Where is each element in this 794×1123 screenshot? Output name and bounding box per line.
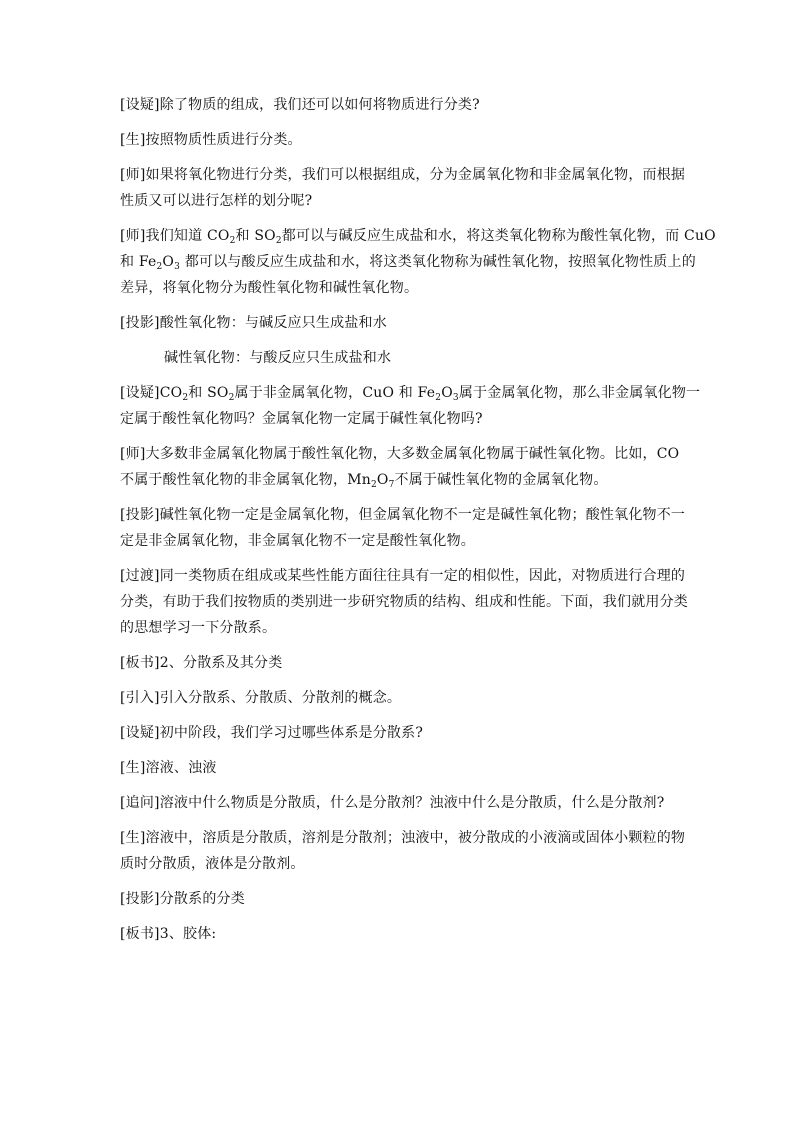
paragraph: [120, 563, 688, 641]
text-segment: 定属于酸性氧化物吗？金属氧化物一定属于碱性氧化物吗?: [120, 411, 483, 427]
text-segment: 和 SO: [188, 385, 229, 401]
text-segment: [板书]3、胶体:: [120, 926, 217, 942]
text-segment: 属于非金属氧化物，CuO 和 Fe: [234, 385, 436, 401]
paragraph: [120, 921, 680, 947]
subscript: 2: [182, 393, 189, 403]
text-segment: 定是非金属氧化物，非金属氧化物不一定是酸性氧化物。: [120, 533, 475, 549]
paragraph: [120, 720, 680, 746]
text-line: [120, 755, 680, 781]
text-line: [120, 223, 716, 249]
subscript: 2: [228, 393, 235, 403]
text-line: [120, 589, 688, 615]
text-segment: 质时分散质，液体是分散剂。: [120, 856, 305, 872]
text-segment: 不属于碱性氧化物的金属氧化物。: [394, 472, 608, 488]
subscript: 2: [370, 480, 377, 490]
subscript: 2: [275, 236, 282, 246]
text-line: [120, 685, 680, 711]
text-segment: 的思想学习一下分散系。: [120, 620, 277, 636]
text-line: [164, 345, 680, 371]
text-line: [120, 502, 686, 528]
text-line: [120, 406, 680, 432]
text-segment: 分类，有助于我们按物质的类别进一步研究物质的结构、组成和性能。下面，我们就用分类: [120, 594, 688, 610]
paragraph: [120, 345, 680, 371]
text-line: [120, 249, 696, 275]
text-line: [120, 921, 680, 947]
text-segment: [板书]2、分散系及其分类: [120, 655, 283, 671]
text-segment: O: [441, 385, 453, 401]
paragraph: [120, 127, 680, 153]
subscript: 3: [174, 262, 181, 272]
text-segment: [设疑]初中阶段，我们学习过哪些体系是分散系?: [120, 725, 424, 741]
text-line: [120, 441, 680, 467]
text-segment: O: [376, 472, 389, 488]
subscript: 3: [452, 393, 459, 403]
paragraph: [120, 790, 680, 816]
text-segment: [师]我们知道 CO: [120, 228, 230, 244]
text-line: [120, 650, 680, 676]
text-line: [120, 825, 686, 851]
text-segment: [设疑]CO: [120, 385, 183, 401]
text-segment: 和 SO: [235, 228, 276, 244]
text-line: [120, 162, 686, 188]
text-line: [120, 563, 686, 589]
paragraph: [120, 650, 680, 676]
text-segment: [过渡]同一类物质在组成或某些性能方面往往具有一定的相似性，因此，对物质进行合理的: [120, 568, 686, 584]
text-segment: 差异，将氧化物分为酸性氧化物和碱性氧化物。: [120, 280, 419, 296]
paragraph: [120, 441, 680, 493]
text-segment: [投影]碱性氧化物一定是金属氧化物，但金属氧化物不一定是碱性氧化物；酸性氧化物不一: [120, 507, 686, 523]
paragraph: [120, 886, 680, 912]
text-line: [120, 615, 680, 641]
paragraph: [120, 310, 680, 336]
text-segment: [引入]引入分散系、分散质、分散剂的概念。: [120, 690, 402, 706]
paragraph: [120, 162, 686, 214]
document-body: [120, 92, 716, 956]
subscript: 7: [388, 480, 395, 490]
text-line: [120, 310, 680, 336]
text-segment: [生]溶液、浊液: [120, 760, 217, 776]
text-line: [120, 851, 680, 877]
text-line: [120, 528, 680, 554]
text-line: [120, 720, 680, 746]
text-line: [120, 790, 680, 816]
text-segment: 和 Fe: [120, 254, 157, 270]
text-segment: [投影]分散系的分类: [120, 891, 245, 907]
text-line: [120, 275, 680, 301]
text-segment: 都可以与酸反应生成盐和水，将这类氧化物称为碱性氧化物，按照氧化物性质上的: [180, 254, 696, 270]
paragraph: [120, 92, 680, 118]
subscript: 2: [435, 393, 442, 403]
paragraph: [120, 755, 680, 781]
subscript: 2: [156, 262, 163, 272]
text-line: [120, 127, 680, 153]
text-segment: [生]溶液中，溶质是分散质，溶剂是分散剂；浊液中，被分散成的小液滴或固体小颗粒的物: [120, 830, 686, 846]
text-segment: O: [162, 254, 175, 270]
text-segment: [设疑]除了物质的组成，我们还可以如何将物质进行分类?: [120, 97, 480, 113]
text-segment: [师]如果将氧化物进行分类，我们可以根据组成，分为金属氧化物和非金属氧化物，而根据: [120, 167, 686, 183]
text-segment: 不属于酸性氧化物的非金属氧化物，Mn: [120, 472, 371, 488]
text-line: [120, 467, 680, 493]
text-segment: [追问]溶液中什么物质是分散质，什么是分散剂？浊液中什么是分散质，什么是分散剂?: [120, 795, 665, 811]
paragraph: [120, 380, 701, 432]
text-segment: [生]按照物质性质进行分类。: [120, 132, 302, 148]
paragraph: [120, 223, 716, 301]
text-line: [120, 92, 680, 118]
text-segment: [师]大多数非金属氧化物属于酸性氧化物，大多数金属氧化物属于碱性氧化物。比如，CO: [120, 446, 680, 462]
text-segment: 碱性氧化物：与酸反应只生成盐和水: [164, 350, 392, 366]
paragraph: [120, 685, 680, 711]
text-line: [120, 380, 701, 406]
text-line: [120, 188, 680, 214]
paragraph: [120, 825, 686, 877]
text-segment: 属于金属氧化物，那么非金属氧化物一: [458, 385, 701, 401]
subscript: 2: [229, 236, 236, 246]
paragraph: [120, 502, 686, 554]
text-line: [120, 886, 680, 912]
text-segment: [投影]酸性氧化物：与碱反应只生成盐和水: [120, 315, 387, 331]
text-segment: 都可以与碱反应生成盐和水，将这类氧化物称为酸性氧化物，而 CuO: [281, 228, 716, 244]
text-segment: 性质又可以进行怎样的划分呢?: [120, 193, 313, 209]
